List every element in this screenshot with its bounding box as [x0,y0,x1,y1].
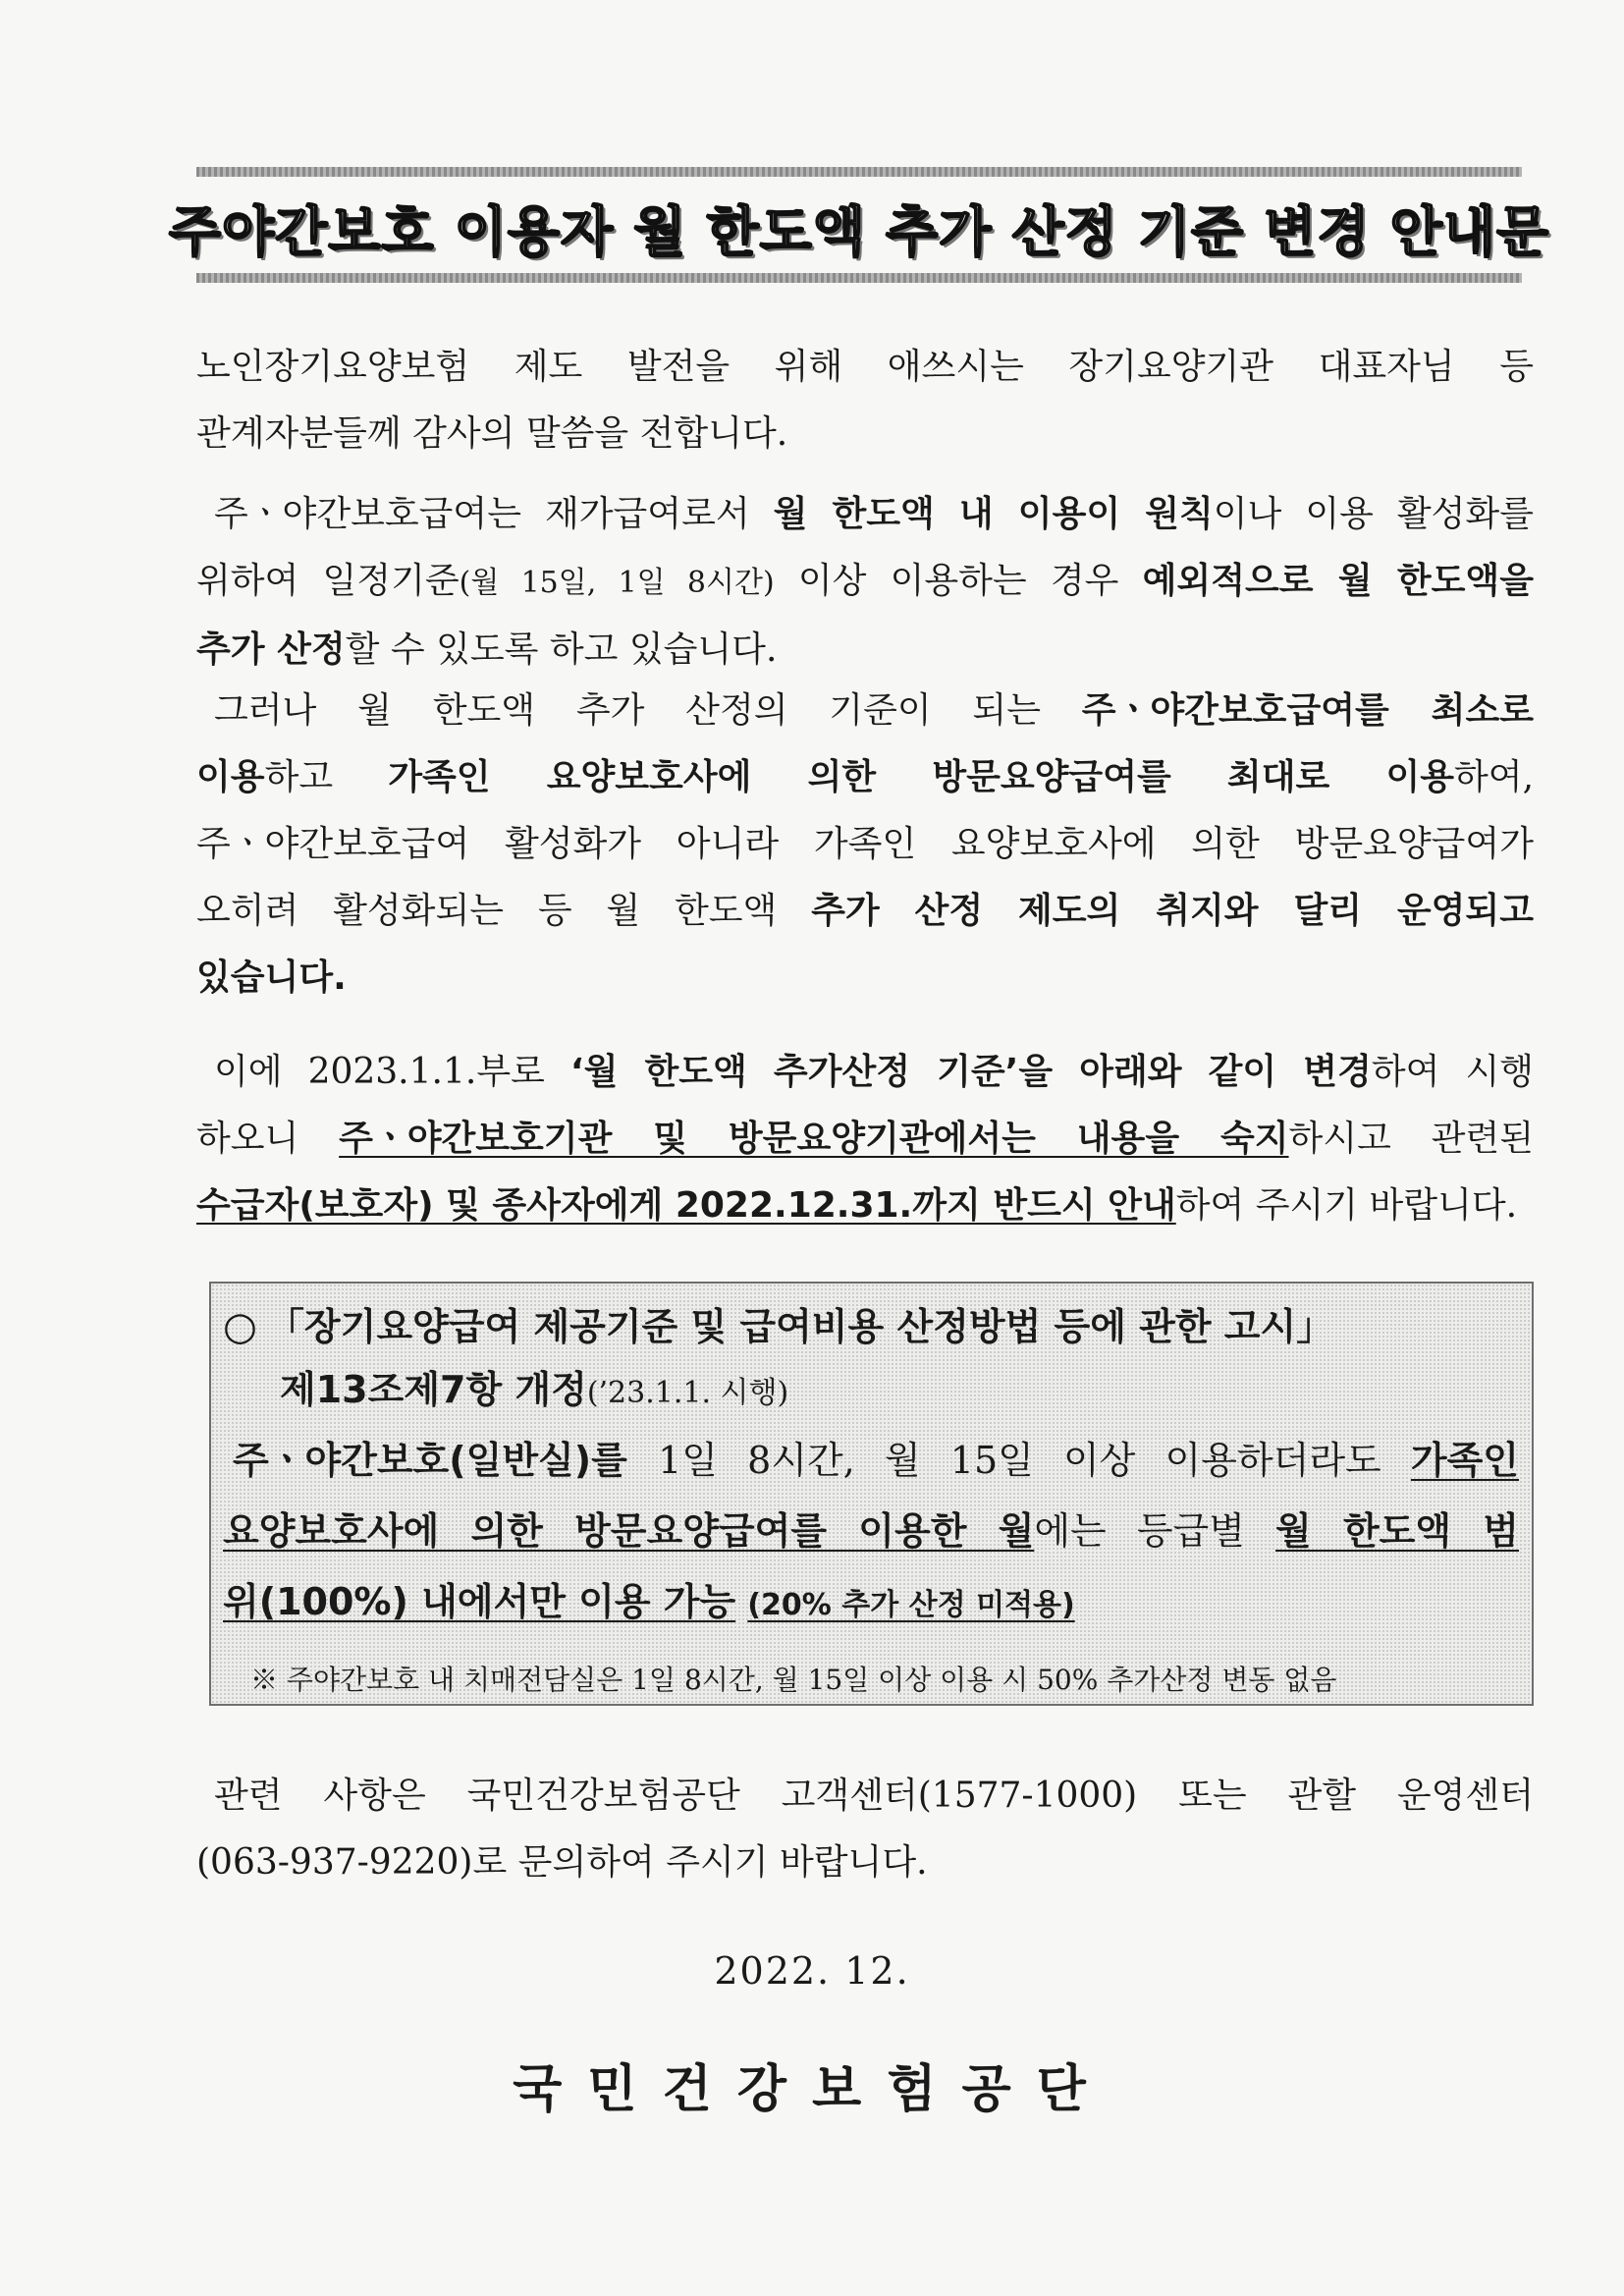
regulation-body-line-3 [223,1572,1075,1635]
issue-date: 2022. 12. [714,1949,910,1993]
regulation-box [209,1282,1534,1706]
contact-line-2: (063-937-9220)로 문의하여 주시기 바랍니다. [196,1842,928,1883]
effective-date-text: (’23.1.1. 시행) [586,1376,789,1410]
text: 이에 2023.1.1.부로 [214,1052,570,1092]
circle-bullet-icon: ○ [223,1304,257,1349]
underlined-emphasis: 주ㆍ야간보호기관 및 방문요양기관에서는 내용을 숙지 [339,1119,1289,1159]
text: 하오니 [196,1119,340,1159]
emphasis-text: 이용 [196,757,265,797]
principle-line-1 [196,481,1534,548]
greeting-line-2: 관계자분들께 감사의 말씀을 전합니다. [196,413,788,454]
text: 1일 8시간, 월 15일 이상 이용하더라도 [658,1439,1411,1482]
change-paragraph [196,1039,1534,1239]
text: 하여 시행 [1371,1052,1534,1092]
regulation-body-line-2 [223,1502,1519,1560]
regulation-title: 「장기요양급여 제공기준 및 급여비용 산정방법 등에 관한 고시」 [266,1305,1334,1348]
underlined-emphasis: 가족인 [1410,1439,1520,1482]
title-banner [168,167,1550,285]
underlined-note: (20% 추가 산정 미적용) [747,1588,1075,1622]
text: 이상 이용하는 경우 [774,561,1143,601]
problem-line-4 [196,878,1534,945]
text [735,1580,747,1623]
problem-line-1 [196,678,1534,744]
text: 위하여 일정기준 [196,561,460,601]
text: 하시고 관련된 [1288,1119,1535,1159]
emphasis-text: 추가 산정 제도의 취지와 달리 운영되고 [811,891,1534,931]
text: 에는 등급별 [1034,1509,1276,1553]
emphasis-text: 월 한도액 내 이용이 원칙 [773,494,1214,534]
article-text: 제13조제7항 개정 [280,1368,587,1411]
problem-line-3: 주ㆍ야간보호급여 활성화가 아니라 가족인 요양보호사에 의한 방문요양급여가 [196,824,1534,864]
emphasis-text: 주ㆍ야간보호급여를 최소로 [1081,690,1534,731]
regulation-title-line [223,1297,1333,1356]
emphasis-text: 예외적으로 월 한도액을 [1142,561,1534,601]
contact-line-1: 관련 사항은 국민건강보험공단 고객센터(1577-1000) 또는 관할 운영센터 [214,1776,1534,1816]
title-top-rule [196,167,1522,177]
title-bottom-rule [196,273,1522,283]
problem-paragraph [196,678,1534,1011]
emphasis-text: 가족인 요양보호사에 의한 방문요양급여를 최대로 이용 [388,757,1455,797]
page-title: 주야간보호 이용자 월 한도액 추가 산정 기준 변경 안내문 [168,199,1550,263]
principle-paragraph [196,481,1534,683]
text: 주ㆍ야간보호급여는 재가급여로서 [214,494,774,534]
emphasis-text: ‘월 한도액 추가산정 기준’을 아래와 같이 변경 [569,1052,1372,1092]
underlined-emphasis: 요양보호사에 의한 방문요양급여를 이용한 월 [223,1509,1035,1553]
emphasis-text: 주ㆍ야간보호(일반실)를 [233,1439,659,1482]
emphasis-text: 추가 산정 [196,629,346,670]
greeting-line-1: 노인장기요양보험 제도 발전을 위해 애쓰시는 장기요양기관 대표자님 등 [196,347,1534,387]
underlined-emphasis: 위(100%) 내에서만 이용 가능 [223,1580,736,1623]
change-line-2 [196,1106,1534,1173]
greeting-paragraph [196,334,1534,467]
issuer-name: 국민건강보험공단 [513,2060,1111,2119]
principle-line-2 [196,548,1534,617]
text: 이나 이용 활성화를 [1213,494,1534,534]
text: 할 수 있도록 하고 있습니다. [345,629,778,670]
regulation-article-line [280,1360,788,1423]
text: 하여 주시기 바랍니다. [1175,1185,1518,1226]
text: 그러나 월 한도액 추가 산정의 기준이 되는 [214,690,1082,731]
change-line-1 [196,1039,1534,1106]
underlined-emphasis: 수급자(보호자) 및 종사자에게 2022.12.31.까지 반드시 안내 [196,1185,1176,1226]
change-line-3 [196,1173,1534,1239]
text: 하여, [1454,757,1535,797]
contact-paragraph [196,1763,1534,1896]
problem-line-2 [196,744,1534,811]
text: 하고 [264,757,389,797]
problem-line-5: 있습니다. [196,957,347,998]
text: 오히려 활성화되는 등 월 한도액 [196,891,812,931]
criteria-text: (월 15일, 1일 8시간) [459,566,775,600]
underlined-emphasis: 월 한도액 범 [1275,1509,1520,1553]
dementia-unit-note: ※ 주야간보호 내 치매전담실은 1일 8시간, 월 15일 이상 이용 시 50% 추가산정 변동 없음 [250,1664,1337,1696]
regulation-body-line-1 [233,1431,1519,1490]
principle-line-3 [196,617,1534,683]
